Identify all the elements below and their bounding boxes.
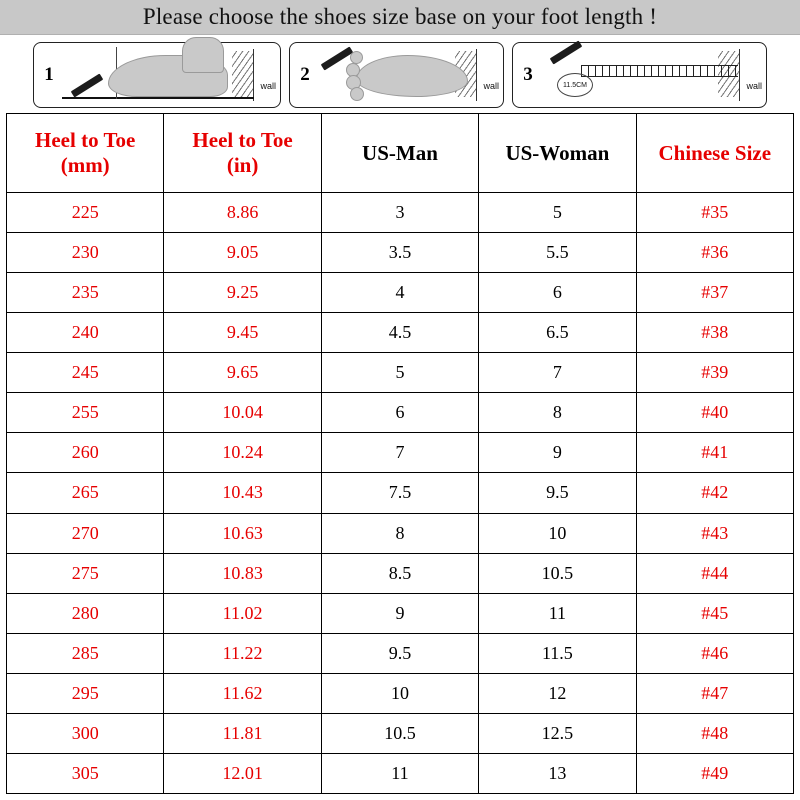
wall-label: wall xyxy=(260,81,276,91)
cell-chinese-size: #42 xyxy=(636,473,793,513)
table-row xyxy=(7,193,794,233)
header-line-1: Heel to Toe xyxy=(35,128,136,153)
cell-heel-to-toe-mm: 285 xyxy=(7,633,164,673)
table-row xyxy=(7,593,794,633)
cell-heel-to-toe-mm: 280 xyxy=(7,593,164,633)
cell-heel-to-toe-in: 10.43 xyxy=(164,473,321,513)
cell-us-woman: 6.5 xyxy=(479,313,636,353)
cell-heel-to-toe-in: 10.04 xyxy=(164,393,321,433)
cell-chinese-size: #48 xyxy=(636,713,793,753)
cell-heel-to-toe-in: 9.65 xyxy=(164,353,321,393)
table-row xyxy=(7,713,794,753)
wall-label: wall xyxy=(483,81,499,91)
cell-heel-to-toe-mm: 305 xyxy=(7,753,164,793)
header-line-2: (in) xyxy=(226,153,259,177)
cell-us-man: 9.5 xyxy=(321,633,478,673)
column-header-chinese-size xyxy=(636,114,793,193)
table-row xyxy=(7,633,794,673)
step-number: 3 xyxy=(523,64,533,85)
column-header-us-man xyxy=(321,114,478,193)
size-table xyxy=(6,113,794,794)
table-row xyxy=(7,753,794,793)
foot-top-view xyxy=(356,55,468,97)
instruction-text: Please choose the shoes size base on your foot length ! xyxy=(142,4,658,29)
table-row xyxy=(7,553,794,593)
step-number: 1 xyxy=(44,64,54,85)
wall-label: wall xyxy=(746,81,762,91)
header-line-1: US-Man xyxy=(362,140,438,165)
cell-chinese-size: #35 xyxy=(636,193,793,233)
table-row xyxy=(7,353,794,393)
cell-chinese-size: #36 xyxy=(636,233,793,273)
cell-chinese-size: #39 xyxy=(636,353,793,393)
cell-chinese-size: #46 xyxy=(636,633,793,673)
cell-heel-to-toe-in: 8.86 xyxy=(164,193,321,233)
cell-heel-to-toe-mm: 260 xyxy=(7,433,164,473)
column-header-us-woman xyxy=(479,114,636,193)
cell-heel-to-toe-mm: 275 xyxy=(7,553,164,593)
cell-us-woman: 8 xyxy=(479,393,636,433)
table-row xyxy=(7,313,794,353)
cell-us-woman: 13 xyxy=(479,753,636,793)
cell-chinese-size: #38 xyxy=(636,313,793,353)
wall-line xyxy=(739,49,740,101)
cell-us-woman: 10 xyxy=(479,513,636,553)
cell-us-woman: 6 xyxy=(479,273,636,313)
pencil-icon xyxy=(550,41,583,65)
cell-heel-to-toe-in: 11.22 xyxy=(164,633,321,673)
diagram-illustration-3 xyxy=(535,43,766,107)
cell-chinese-size: #40 xyxy=(636,393,793,433)
table-body xyxy=(7,193,794,794)
cell-heel-to-toe-in: 10.83 xyxy=(164,553,321,593)
cell-us-woman: 12 xyxy=(479,673,636,713)
measurement-diagrams xyxy=(0,35,800,113)
cell-us-man: 10 xyxy=(321,673,478,713)
table-row xyxy=(7,673,794,713)
instruction-banner xyxy=(0,0,800,35)
header-line-1: Chinese Size xyxy=(658,140,772,165)
wall-hatching xyxy=(232,51,254,97)
wall-line xyxy=(476,49,477,101)
cell-us-woman: 9.5 xyxy=(479,473,636,513)
cell-heel-to-toe-in: 11.02 xyxy=(164,593,321,633)
wall-line xyxy=(253,49,254,101)
table-row xyxy=(7,513,794,553)
header-line-2: (mm) xyxy=(60,153,110,177)
cell-heel-to-toe-in: 9.05 xyxy=(164,233,321,273)
cell-heel-to-toe-in: 12.01 xyxy=(164,753,321,793)
cell-heel-to-toe-mm: 255 xyxy=(7,393,164,433)
diagram-step-3 xyxy=(512,42,767,108)
cell-heel-to-toe-in: 11.62 xyxy=(164,673,321,713)
cell-us-man: 6 xyxy=(321,393,478,433)
diagram-illustration-2 xyxy=(312,43,503,107)
cell-us-woman: 5 xyxy=(479,193,636,233)
table-header xyxy=(7,114,794,193)
cell-us-woman: 5.5 xyxy=(479,233,636,273)
diagram-step-2 xyxy=(289,42,504,108)
table-row xyxy=(7,393,794,433)
toe-shape xyxy=(350,87,364,101)
header-line-1: US-Woman xyxy=(505,140,610,165)
table-row xyxy=(7,273,794,313)
cell-heel-to-toe-mm: 235 xyxy=(7,273,164,313)
cell-us-man: 7.5 xyxy=(321,473,478,513)
cell-us-man: 4.5 xyxy=(321,313,478,353)
cell-chinese-size: #44 xyxy=(636,553,793,593)
floor-line xyxy=(62,97,254,99)
cell-heel-to-toe-in: 9.45 xyxy=(164,313,321,353)
cell-us-woman: 7 xyxy=(479,353,636,393)
cell-us-man: 9 xyxy=(321,593,478,633)
cell-heel-to-toe-mm: 270 xyxy=(7,513,164,553)
column-header-heel-to-toe-in xyxy=(164,114,321,193)
cell-heel-to-toe-mm: 300 xyxy=(7,713,164,753)
step-number: 2 xyxy=(300,64,310,85)
diagram-illustration-1 xyxy=(56,43,280,107)
cell-heel-to-toe-mm: 265 xyxy=(7,473,164,513)
cell-chinese-size: #45 xyxy=(636,593,793,633)
cell-chinese-size: #43 xyxy=(636,513,793,553)
cell-us-man: 8 xyxy=(321,513,478,553)
cell-us-man: 3 xyxy=(321,193,478,233)
cell-heel-to-toe-in: 11.81 xyxy=(164,713,321,753)
measurement-label: 11.5CM xyxy=(557,73,593,97)
column-header-heel-to-toe-mm xyxy=(7,114,164,193)
cell-us-man: 4 xyxy=(321,273,478,313)
header-line-1: Heel to Toe xyxy=(192,128,293,153)
cell-us-woman: 11.5 xyxy=(479,633,636,673)
cell-us-man: 10.5 xyxy=(321,713,478,753)
ankle-shape xyxy=(182,37,224,73)
cell-heel-to-toe-mm: 225 xyxy=(7,193,164,233)
cell-chinese-size: #37 xyxy=(636,273,793,313)
cell-heel-to-toe-in: 10.63 xyxy=(164,513,321,553)
cell-heel-to-toe-in: 10.24 xyxy=(164,433,321,473)
cell-us-woman: 10.5 xyxy=(479,553,636,593)
pencil-icon xyxy=(71,74,104,98)
cell-chinese-size: #41 xyxy=(636,433,793,473)
size-table-container xyxy=(0,113,800,800)
diagram-step-1 xyxy=(33,42,281,108)
table-row xyxy=(7,473,794,513)
cell-us-woman: 12.5 xyxy=(479,713,636,753)
cell-us-man: 11 xyxy=(321,753,478,793)
table-row xyxy=(7,433,794,473)
cell-chinese-size: #49 xyxy=(636,753,793,793)
header-row xyxy=(7,114,794,193)
cell-us-man: 3.5 xyxy=(321,233,478,273)
cell-heel-to-toe-mm: 230 xyxy=(7,233,164,273)
ruler-icon xyxy=(581,65,738,77)
cell-us-man: 8.5 xyxy=(321,553,478,593)
cell-heel-to-toe-mm: 295 xyxy=(7,673,164,713)
cell-heel-to-toe-mm: 240 xyxy=(7,313,164,353)
cell-heel-to-toe-in: 9.25 xyxy=(164,273,321,313)
cell-chinese-size: #47 xyxy=(636,673,793,713)
cell-us-man: 5 xyxy=(321,353,478,393)
table-row xyxy=(7,233,794,273)
cell-heel-to-toe-mm: 245 xyxy=(7,353,164,393)
cell-us-woman: 9 xyxy=(479,433,636,473)
cell-us-woman: 11 xyxy=(479,593,636,633)
cell-us-man: 7 xyxy=(321,433,478,473)
